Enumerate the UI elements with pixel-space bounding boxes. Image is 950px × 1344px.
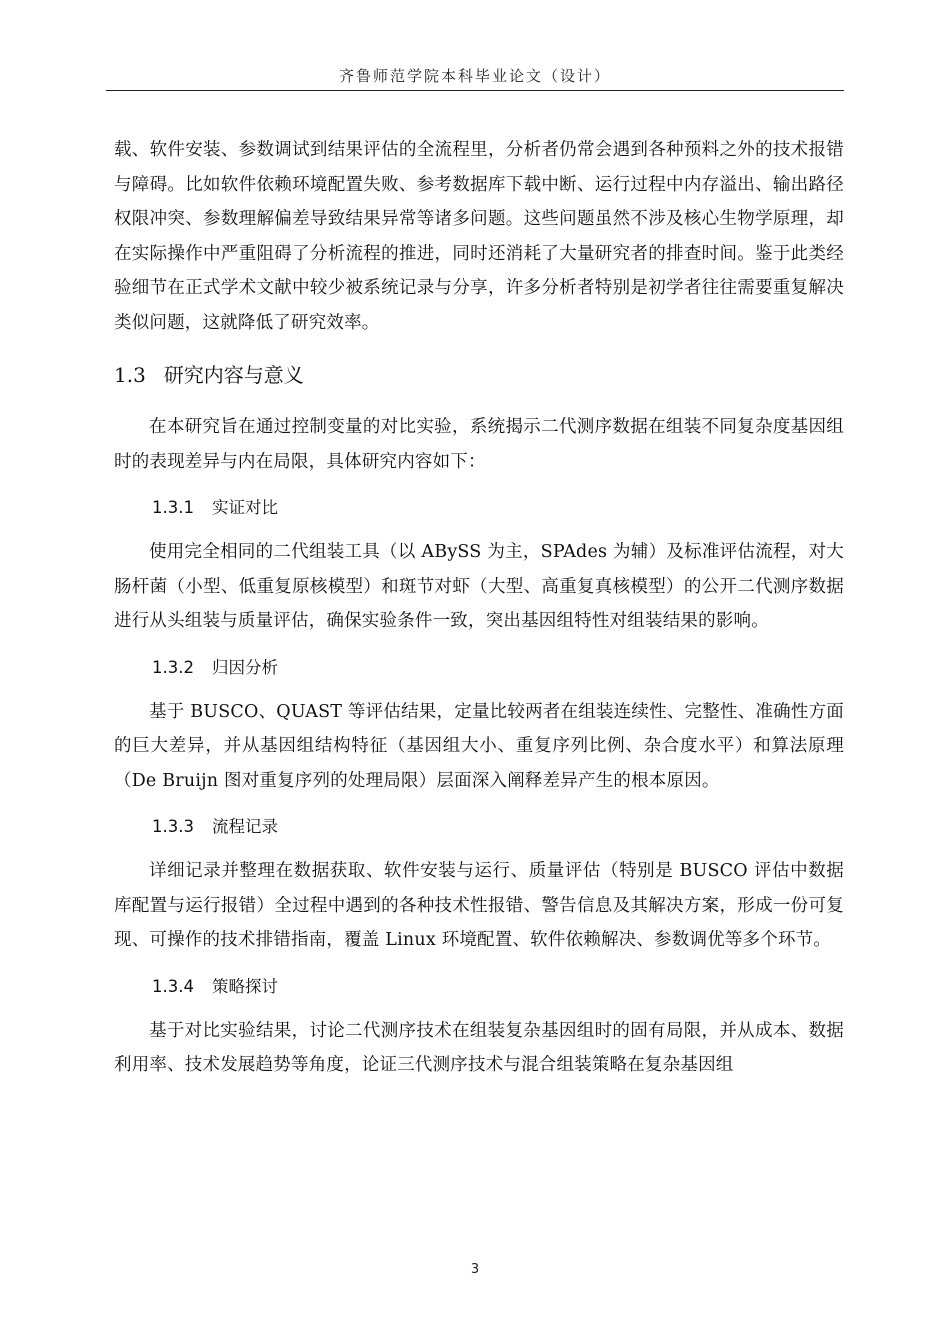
subsection-number: 1.3.4 [152, 976, 194, 996]
subsection-title: 流程记录 [211, 817, 278, 836]
subsection-title: 归因分析 [211, 657, 278, 677]
page-number: 3 [470, 1262, 480, 1277]
subsection-paragraph: 使用完全相同的二代组装工具（以 ABySS 为主，SPAdes 为辅）及标准评估流程，对大肠杆菌（小型、低重复原核模型）和斑节对虾（大型、高重复真核模型）的公开二代测序数据进行从头组装与质量评估，确保实验条件一致，突出基因组特性对组装结果的影响。 [114, 542, 844, 631]
page-header [106, 66, 844, 91]
section-number: 1.3 [114, 363, 146, 387]
subsection-paragraph: 基于对比实验结果，讨论二代测序技术在组装复杂基因组时的固有局限，并从成本、数据利用率、技术发展趋势等角度，论证三代测序技术与混合组装策略在复杂基因组 [114, 1020, 844, 1075]
section-title: 研究内容与意义 [163, 363, 304, 387]
subsection-heading [114, 493, 844, 523]
subsection-heading [114, 653, 844, 683]
subsection-number: 1.3.1 [152, 498, 194, 517]
subsection-number: 1.3.2 [152, 657, 194, 677]
subsection-heading [114, 812, 844, 842]
section-heading [114, 358, 844, 392]
subsection-paragraph: 基于 BUSCO、QUAST 等评估结果，定量比较两者在组装连续性、完整性、准确性方面的巨大差异，并从基因组结构特征（基因组大小、重复序列比例、杂合度水平）和算法原理（De Bruijn 图对重复序列的处理局限）层面深入阐释差异产生的根本原因。 [114, 701, 844, 791]
subsection-title: 策略探讨 [211, 976, 278, 996]
subsection-number: 1.3.3 [152, 817, 194, 836]
page-body [114, 133, 844, 1083]
subsection-title: 实证对比 [211, 498, 278, 517]
section-intro-paragraph: 在本研究旨在通过控制变量的对比实验，系统揭示二代测序数据在组装不同复杂度基因组时的表现差异与内在局限，具体研究内容如下： [114, 417, 844, 472]
subsection-heading [114, 972, 844, 1002]
subsection-paragraph: 详细记录并整理在数据获取、软件安装与运行、质量评估（特别是 BUSCO 评估中数据库配置与运行报错）全过程中遇到的各种技术性报错、警告信息及其解决方案，形成一份可复现、可操作的技术排错指南，覆盖 Linux 环境配置、软件依赖解决、参数调优等多个环节。 [114, 861, 844, 950]
intro-paragraph: 载、软件安装、参数调试到结果评估的全流程里，分析者仍常会遇到各种预料之外的技术报错与障碍。比如软件依赖环境配置失败、参考数据库下载中断、运行过程中内存溢出、输出路径权限冲突、参数理解偏差导致结果异常等诸多问题。这些问题虽然不涉及核心生物学原理，却在实际操作中严重阻碍了分析流程的推进，同时还消耗了大量研究者的排查时间。鉴于此类经验细节在正式学术文献中较少被系统记录与分享，许多分析者特别是初学者往往需要重复解决类似问题，这就降低了研究效率。 [114, 140, 844, 333]
page-header-title: 齐鲁师范学院本科毕业论文（设计） [338, 67, 611, 85]
